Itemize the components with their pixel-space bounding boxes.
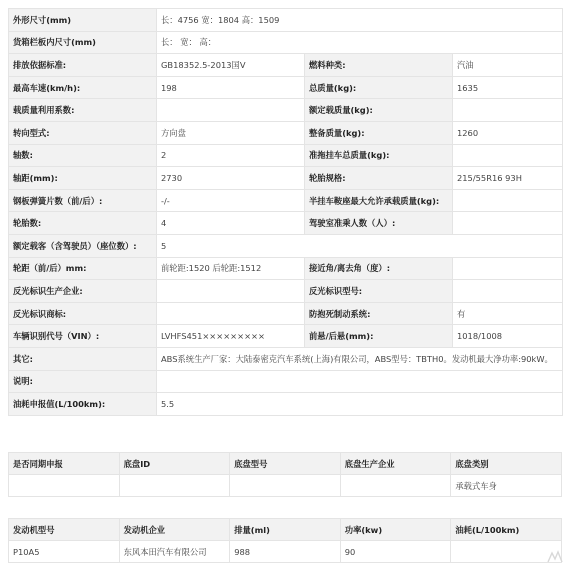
chassis-value-cell [340, 475, 451, 497]
spec-value: 方向盘 [157, 121, 305, 144]
chassis-header-cell: 底盘ID [119, 453, 230, 475]
spec-label: 总质量(kg): [305, 76, 453, 99]
spec-label: 反光标识型号: [305, 280, 453, 303]
engine-header-row [9, 519, 562, 541]
spec-value [453, 212, 563, 235]
spec-value: 5 [157, 234, 563, 257]
spec-row [9, 121, 563, 144]
spec-label: 油耗申报值(L/100km): [9, 393, 157, 416]
engine-table [8, 518, 562, 563]
spec-value: 汽油 [453, 54, 563, 77]
chassis-header-cell: 底盘类别 [451, 453, 562, 475]
spec-row [9, 370, 563, 393]
spec-value [157, 370, 563, 393]
spec-value [453, 99, 563, 122]
spec-value: LVHFS451××××××××× [157, 325, 305, 348]
chassis-header-row [9, 453, 562, 475]
chassis-table [8, 452, 562, 497]
chassis-value-row [9, 475, 562, 497]
spec-label: 驾驶室准乘人数（人）: [305, 212, 453, 235]
spec-value: GB18352.5-2013国Ⅴ [157, 54, 305, 77]
spec-table [8, 8, 563, 416]
spec-label: 说明: [9, 370, 157, 393]
spec-value: 215/55R16 93H [453, 167, 563, 190]
spec-value [157, 302, 305, 325]
spec-label: 接近角/离去角（度）: [305, 257, 453, 280]
spec-value: 2730 [157, 167, 305, 190]
spec-row [9, 189, 563, 212]
spec-label: 轮距（前/后）mm: [9, 257, 157, 280]
spec-value: 5.5 [157, 393, 563, 416]
spec-label: 转向型式: [9, 121, 157, 144]
spec-label: 轮胎规格: [305, 167, 453, 190]
spec-label: 反光标识生产企业: [9, 280, 157, 303]
spec-label: 轴距(mm): [9, 167, 157, 190]
spec-row [9, 9, 563, 32]
spec-value: 有 [453, 302, 563, 325]
spec-value [453, 144, 563, 167]
spec-value: 长：4756 宽：1804 高：1509 [157, 9, 563, 32]
spec-label: 载质量利用系数: [9, 99, 157, 122]
engine-value-cell: 90 [340, 541, 451, 563]
engine-value-row [9, 541, 562, 563]
spec-value [453, 280, 563, 303]
spec-label: 准拖挂车总质量(kg): [305, 144, 453, 167]
spec-label: 燃料种类: [305, 54, 453, 77]
spec-value: 4 [157, 212, 305, 235]
spec-value: 1635 [453, 76, 563, 99]
engine-value-cell: P10A5 [9, 541, 120, 563]
spec-value [453, 189, 563, 212]
spec-label: 轮胎数: [9, 212, 157, 235]
spec-label: 额定载客（含驾驶员）（座位数）: [9, 234, 157, 257]
spec-row [9, 76, 563, 99]
spec-label: 前悬/后悬(mm): [305, 325, 453, 348]
spec-value: 198 [157, 76, 305, 99]
spec-row [9, 99, 563, 122]
spec-row [9, 167, 563, 190]
chassis-value-cell [119, 475, 230, 497]
spec-label: 其它: [9, 347, 157, 370]
engine-header-cell: 油耗(L/100km) [451, 519, 562, 541]
engine-value-cell [451, 541, 562, 563]
spec-value: ABS系统生产厂家：大陆泰密克汽车系统(上海)有限公司，ABS型号：TBTH0。发动机最大净功率:90kW。 [157, 347, 563, 370]
spec-label: 轴数: [9, 144, 157, 167]
spec-value [157, 99, 305, 122]
spec-row [9, 393, 563, 416]
spec-row [9, 347, 563, 370]
spec-row [9, 280, 563, 303]
engine-header-cell: 发动机型号 [9, 519, 120, 541]
spec-row [9, 31, 563, 54]
engine-value-cell: 东风本田汽车有限公司 [119, 541, 230, 563]
engine-header-cell: 发动机企业 [119, 519, 230, 541]
spec-value [157, 280, 305, 303]
spec-value: 2 [157, 144, 305, 167]
watermark-logo-icon [546, 550, 564, 564]
spec-value: 1260 [453, 121, 563, 144]
chassis-value-cell [9, 475, 120, 497]
spec-value [453, 257, 563, 280]
spec-label: 货箱栏板内尺寸(mm) [9, 31, 157, 54]
engine-value-cell: 988 [230, 541, 341, 563]
spec-row [9, 144, 563, 167]
spec-row [9, 325, 563, 348]
chassis-header-cell: 是否同期申报 [9, 453, 120, 475]
spec-label: 额定载质量(kg): [305, 99, 453, 122]
chassis-value-cell [230, 475, 341, 497]
spec-label: 反光标识商标: [9, 302, 157, 325]
engine-header-cell: 排量(ml) [230, 519, 341, 541]
spec-row [9, 212, 563, 235]
chassis-value-cell: 承载式车身 [451, 475, 562, 497]
spec-label: 整备质量(kg): [305, 121, 453, 144]
spec-label: 半挂车鞍座最大允许承载质量(kg): [305, 189, 453, 212]
spec-value: 长： 宽： 高： [157, 31, 563, 54]
spec-value: 1018/1008 [453, 325, 563, 348]
spec-label: 车辆识别代号（VIN）: [9, 325, 157, 348]
spec-row [9, 234, 563, 257]
spec-label: 外形尺寸(mm) [9, 9, 157, 32]
chassis-header-cell: 底盘型号 [230, 453, 341, 475]
spec-row [9, 257, 563, 280]
spec-label: 防抱死制动系统: [305, 302, 453, 325]
spec-label: 钢板弹簧片数（前/后）: [9, 189, 157, 212]
spec-label: 排放依据标准: [9, 54, 157, 77]
spec-row [9, 54, 563, 77]
spec-value: -/- [157, 189, 305, 212]
spec-value: 前轮距:1520 后轮距:1512 [157, 257, 305, 280]
engine-header-cell: 功率(kw) [340, 519, 451, 541]
spec-row [9, 302, 563, 325]
spec-label: 最高车速(km/h): [9, 76, 157, 99]
chassis-header-cell: 底盘生产企业 [340, 453, 451, 475]
